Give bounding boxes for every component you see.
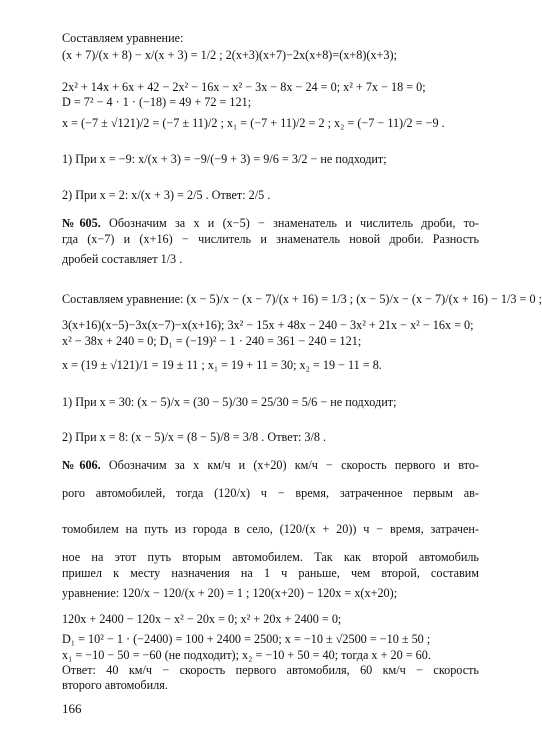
text-line: томобилем на путь из города в село, (120/(x + 20)) ч − время, затрачен-: [62, 522, 479, 536]
text-line: x² − 38x + 240 = 0; D₁ = (−19)² − 1 · 240 = 361 − 240 = 121;: [62, 334, 362, 348]
text-line: x = (−7 ± √121)/2 = (−7 ± 11)/2 ; x₁ = (−7 + 11)/2 = 2 ; x₂ = (−7 − 11)/2 = −9 .: [62, 116, 445, 130]
text-line: D₁ = 10² − 1 · (−2400) = 100 + 2400 = 2500; x = −10 ± √2500 = −10 ± 50 ;: [62, 632, 431, 646]
text-line: x = (19 ± √121)/1 = 19 ± 11 ; x₁ = 19 + 11 = 30; x₂ = 19 − 11 = 8.: [62, 358, 382, 372]
text-line: 1) При x = −9: x/(x + 3) = −9/(−9 + 3) = 9/6 = 3/2 − не подходит;: [62, 152, 387, 166]
text-line: 2x² + 14x + 6x + 42 − 2x² − 16x − x² − 3x − 8x − 24 = 0; x² + 7x − 18 = 0;: [62, 80, 426, 94]
text-line: №606. Обозначим за x км/ч и (x+20) км/ч − скорость первого и вто-: [62, 458, 479, 472]
text-line: второго автомобиля.: [62, 678, 168, 692]
text-line: дробей составляет 1/3 .: [62, 252, 183, 266]
text-line: (x + 7)/(x + 8) − x/(x + 3) = 1/2 ; 2(x+3)(x+7)−2x(x+8)=(x+8)(x+3);: [62, 48, 397, 62]
text-line: x₁ = −10 − 50 = −60 (не подходит); x₂ = −10 + 50 = 40; тогда x + 20 = 60.: [62, 648, 431, 662]
text-line: 2) При x = 8: (x − 5)/x = (8 − 5)/8 = 3/8 . Ответ: 3/8 .: [62, 430, 327, 444]
text-line: D = 7² − 4 · 1 · (−18) = 49 + 72 = 121;: [62, 95, 252, 109]
text-line: уравнение: 120/x − 120/(x + 20) = 1 ; 120(x+20) − 120x = x(x+20);: [62, 586, 398, 600]
text-line: рого автомобилей, тогда (120/x) ч − время, затраченное первым ав-: [62, 486, 479, 500]
text-line: Ответ: 40 км/ч − скорость первого автомобиля, 60 км/ч − скорость: [62, 663, 479, 677]
text-line: пришел к месту назначения на 1 ч раньше, чем второй, составим: [62, 566, 479, 580]
text-line: 3(x+16)(x−5)−3x(x−7)−x(x+16); 3x² − 15x + 48x − 240 − 3x² + 21x − x² − 16x = 0;: [62, 318, 474, 332]
text-line: гда (x−7) и (x+16) − числитель и знаменатель новой дроби. Разность: [62, 232, 479, 246]
problem-number: №606.: [62, 458, 101, 472]
text-line: Составляем уравнение: (x − 5)/x − (x − 7)/(x + 16) = 1/3 ; (x − 5)/x − (x − 7)/(x + 16) − 1/3 = 0 ;: [62, 292, 542, 306]
text-line: 120x + 2400 − 120x − x² − 20x = 0; x² + 20x + 2400 = 0;: [62, 612, 342, 626]
text-line: ное на этот путь вторым автомобилем. Так как второй автомобиль: [62, 550, 479, 564]
text-line: №605. Обозначим за x и (x−5) − знаменатель и числитель дроби, то-: [62, 216, 479, 230]
text-line: 2) При x = 2: x/(x + 3) = 2/5 . Ответ: 2/5 .: [62, 188, 271, 202]
page-number: 166: [62, 701, 82, 716]
text-line: 1) При x = 30: (x − 5)/x = (30 − 5)/30 = 25/30 = 5/6 − не подходит;: [62, 395, 397, 409]
problem-number: №605.: [62, 216, 101, 230]
text-line: Составляем уравнение:: [62, 31, 184, 45]
